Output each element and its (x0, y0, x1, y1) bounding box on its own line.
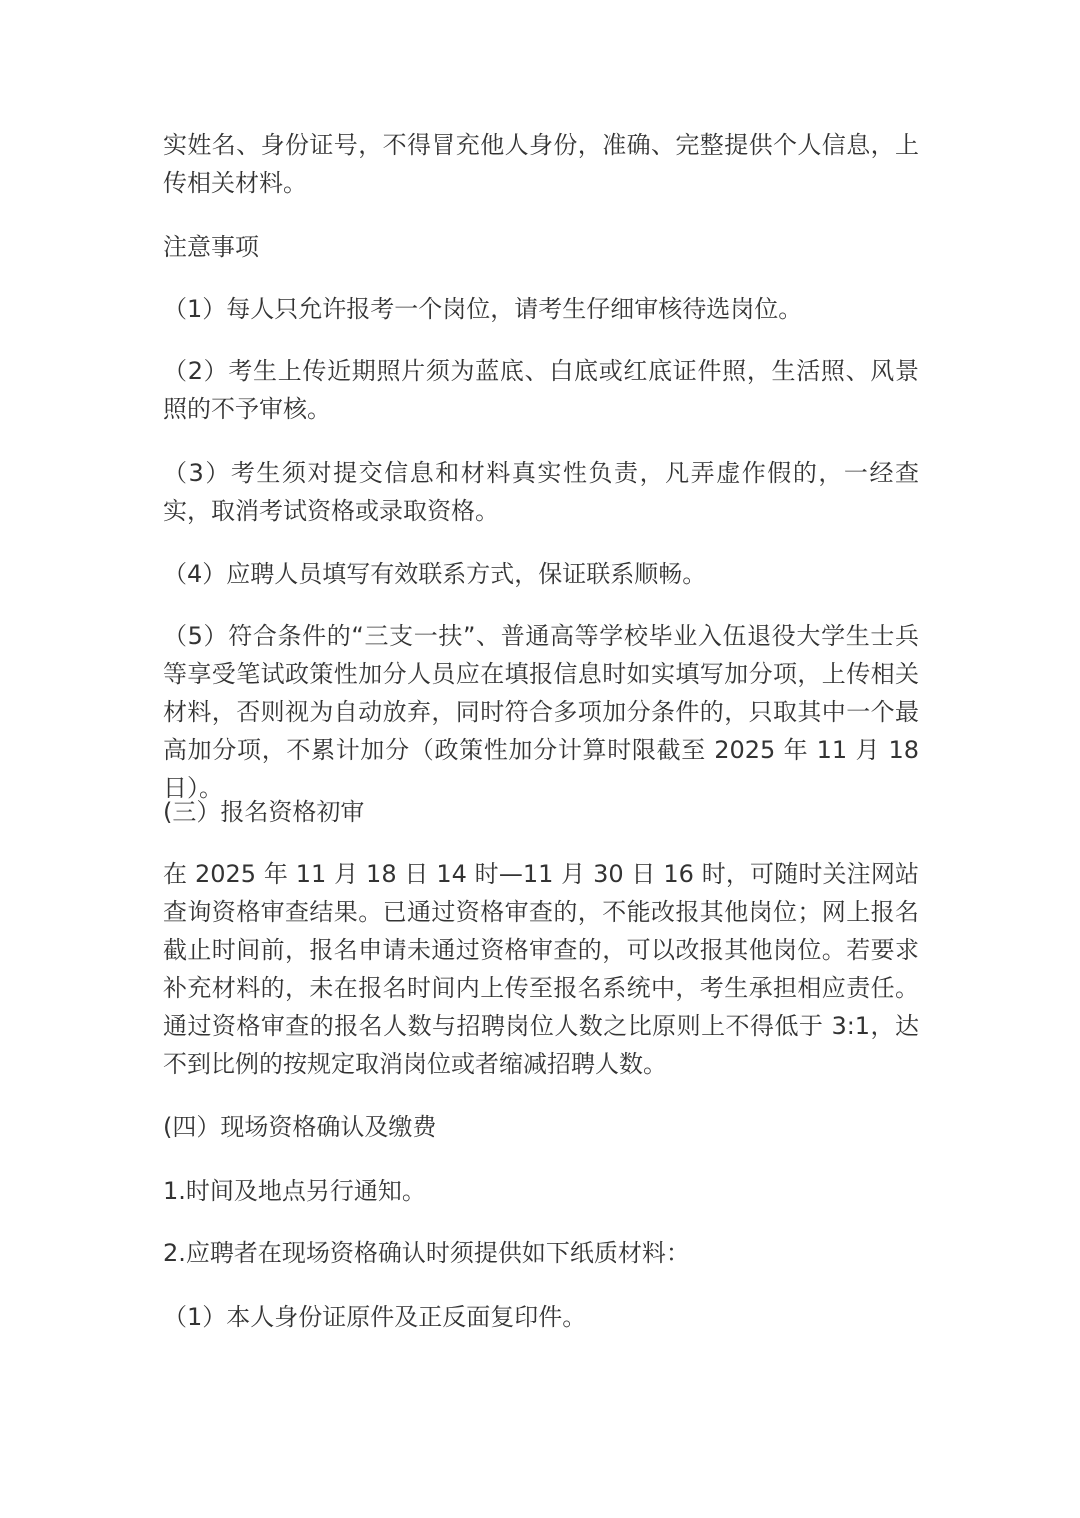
paragraph-identity-info: 实姓名、身份证号，不得冒充他人身份，准确、完整提供个人信息，上传相关材料。 (163, 131, 919, 197)
paragraph-required-materials: 2.应聘者在现场资格确认时须提供如下纸质材料： (163, 1239, 690, 1267)
section-heading-initial-review: (三）报名资格初审 (163, 798, 365, 826)
note-item-1: （1）每人只允许报考一个岗位，请考生仔细审核待选岗位。 (163, 295, 803, 323)
note-item-4: （4）应聘人员填写有效联系方式，保证联系顺畅。 (163, 560, 707, 588)
note-item-3: （3）考生须对提交信息和材料真实性负责，凡弄虚作假的，一经查实，取消考试资格或录取资格。 (163, 459, 919, 525)
paragraph-initial-review: 在 2025 年 11 月 18 日 14 时—11 月 30 日 16 时，可随时关注网站查询资格审查结果。已通过资格审查的，不能改报其他岗位；网上报名截止时间前，报名申请未通过资格审查的，可以改报其他岗位。若要求补充材料的，未在报名时间内上传至报名系统中，考生承担相应责任。通过资格审查的报名人数与招聘岗位人数之比原则上不得低于 3:1，达不到比例的按规定取消岗位或者缩减招聘人数。 (163, 860, 919, 1078)
material-item-1: （1）本人身份证原件及正反面复印件。 (163, 1303, 587, 1331)
note-item-5: （5）符合条件的“三支一扶”、普通高等学校毕业入伍退役大学生士兵等享受笔试政策性加分人员应在填报信息时如实填写加分项，上传相关材料，否则视为自动放弃，同时符合多项加分条件的，只取其中一个最高加分项，不累计加分（政策性加分计算时限截至 2025 年 11 月 18 日）。 (163, 622, 919, 802)
paragraph-time-location: 1.时间及地点另行通知。 (163, 1177, 426, 1205)
note-item-2: （2）考生上传近期照片须为蓝底、白底或红底证件照，生活照、风景照的不予审核。 (163, 357, 919, 423)
section-heading-onsite-confirmation: (四）现场资格确认及缴费 (163, 1113, 437, 1141)
heading-notes: 注意事项 (163, 233, 259, 261)
